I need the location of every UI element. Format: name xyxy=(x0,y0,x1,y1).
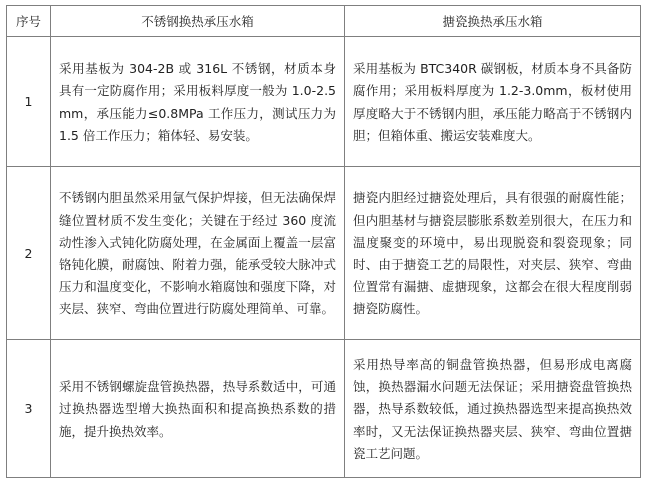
header-stainless-tank: 不锈钢换热承压水箱 xyxy=(51,6,345,37)
row-index: 1 xyxy=(7,37,51,167)
stainless-cell xyxy=(51,340,345,478)
header-index: 序号 xyxy=(7,6,51,37)
enamel-cell xyxy=(345,340,641,478)
header-enamel-tank: 搪瓷换热承压水箱 xyxy=(345,6,641,37)
row-index: 2 xyxy=(7,167,51,340)
table-row xyxy=(7,37,641,167)
row-index: 3 xyxy=(7,340,51,478)
cell-text: 不锈钢内胆虽然采用氩气保护焊接，但无法确保焊缝位置材质不发生变化；关键在于经过 360 度流动性渗入式钝化防腐处理，在金属面上覆盖一层富铬钝化膜，耐腐蚀、附着力强，能承受较大脉冲式压力和温度变化，不影响水箱腐蚀和强度下降，对夹层、狭窄、弯曲位置进行防腐处理简单、可靠。 xyxy=(59,190,336,317)
cell-text: 采用基板为 BTC340R 碳钢板，材质本身不具备防腐作用；采用板料厚度为 1.2-3.0mm，板材使用厚度略大于不锈钢内胆，承压能力略高于不锈钢内胆；但箱体重、搬运安装难度大。 xyxy=(353,61,632,143)
enamel-cell xyxy=(345,37,641,167)
table-row xyxy=(7,167,641,340)
stainless-cell xyxy=(51,167,345,340)
table-header-row xyxy=(7,6,641,37)
table-row xyxy=(7,340,641,478)
cell-text: 搪瓷内胆经过搪瓷处理后，具有很强的耐腐性能；但内胆基材与搪瓷层膨胀系数差别很大，在压力和温度聚变的环境中，易出现脱瓷和裂瓷现象；同时、由于搪瓷工艺的局限性，对夹层、狭窄、弯曲位置常有漏搪、虚搪现象，这都会在很大程度削弱搪瓷防腐性。 xyxy=(353,190,632,317)
comparison-table xyxy=(6,5,641,478)
cell-text: 采用热导率高的铜盘管换热器，但易形成电离腐蚀，换热器漏水问题无法保证；采用搪瓷盘管换热器，热导系数较低，通过换热器选型来提高换热效率时，又无法保证换热器夹层、狭窄、弯曲位置搪瓷工艺问题。 xyxy=(353,356,632,461)
cell-text: 采用不锈钢螺旋盘管换热器，热导系数适中，可通过换热器选型增大换热面积和提高换热系数的措施，提升换热效率。 xyxy=(59,379,336,439)
stainless-cell xyxy=(51,37,345,167)
enamel-cell xyxy=(345,167,641,340)
cell-text: 采用基板为 304-2B 或 316L 不锈钢，材质本身具有一定防腐作用；采用板料厚度一般为 1.0-2.5mm，承压能力≤0.8MPa 工作压力，测试压力为 1.5 倍工作压力；箱体轻、易安装。 xyxy=(59,61,336,143)
